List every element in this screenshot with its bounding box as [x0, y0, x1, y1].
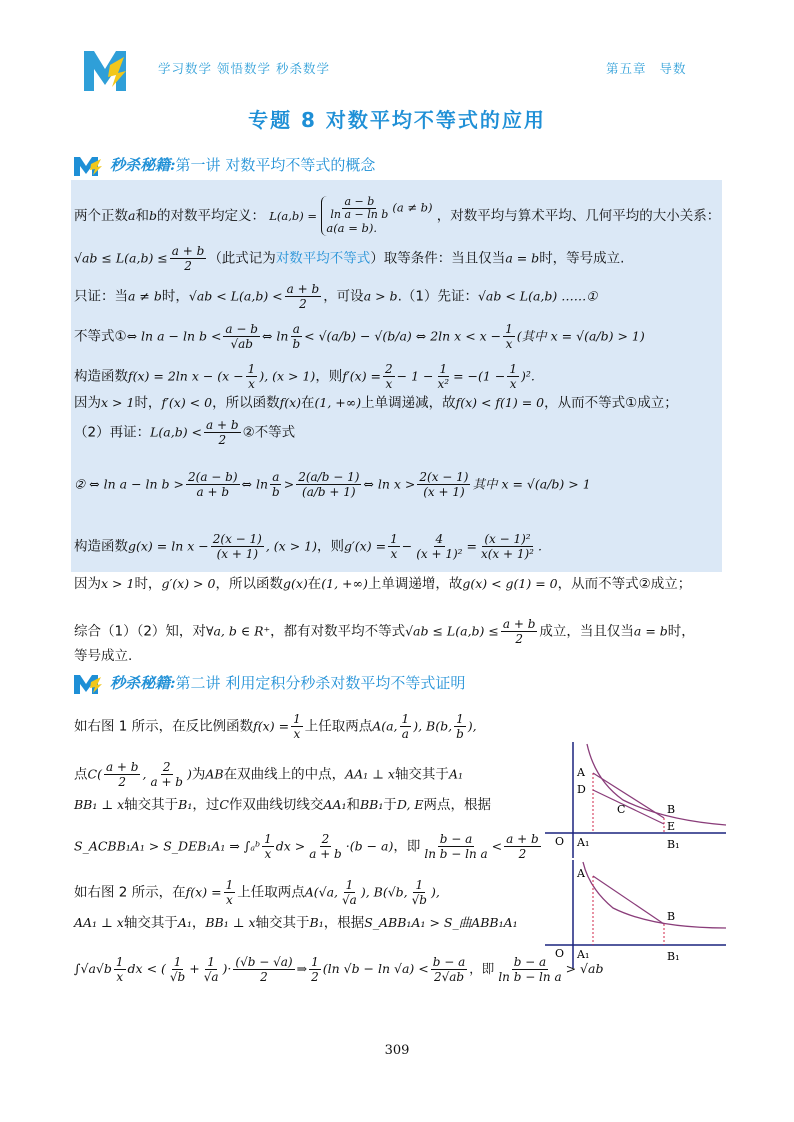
label-a1: A₁: [577, 948, 590, 961]
label-d: D: [577, 783, 586, 796]
section-title: 第一讲 对数平均不等式的概念: [175, 156, 376, 174]
label-b: B: [667, 803, 676, 816]
logo: [80, 47, 130, 93]
label-b: B: [667, 910, 676, 923]
page-title: 专题 8 对数平均不等式的应用: [248, 108, 546, 132]
part2-line-6: AA₁ ⊥ x轴交其于A₁，BB₁ ⊥ x轴交其于B₁，根据S_ABB₁A₁ > S_曲ABB₁A₁: [74, 915, 518, 931]
header-chapter: 第五章 导数: [606, 61, 687, 76]
section-heading-1: [72, 154, 375, 178]
part2-line-7: ∫√a√b $\frac{1}{x}$ dx < ( $\frac{1}{√b}$ + $\frac{1}{√a}$ )· $\frac{(√b - √a)}{2}$ ⇒ $\frac{1}{2}$ (ln √b − ln √a) < $\frac{b - a}{2√ab}$ ，即 $\frac{b - a}{\text{ln b − ln a}}$ > √ab: [74, 955, 604, 984]
figure-1: [543, 740, 728, 860]
part2-line-3: BB₁ ⊥ x轴交其于B₁，过C作双曲线切线交AA₁和BB₁于D, E两点，根据: [74, 797, 492, 813]
label-c: C: [617, 803, 626, 816]
mini-logo-icon: [72, 155, 104, 177]
part2-line-4: S_ACBB₁A₁ > S_DEB₁A₁ ⇒ ∫ₐᵇ $\frac{1}{x}$ dx > $\frac{2}{a + b}$ ·(b − a)，即 $\frac{b - a}{\text{ln b − ln a}}$ < $\frac{a + b}{2}$: [74, 832, 539, 861]
page-number: 309: [384, 1043, 410, 1058]
figure-2: [543, 858, 728, 970]
header-slogan: 学习数学 领悟数学 秒杀数学: [158, 61, 330, 76]
label-a: A: [577, 867, 585, 880]
label-b1: B₁: [667, 838, 680, 851]
mini-logo-icon: [72, 673, 104, 695]
proof-line-7: 构造函数g(x) = ln x − $\frac{2(x - 1)}{(x + 1)}$ , (x > 1)，则g′(x) = $\frac{1}{x}$ − $\frac{4}{\text{(x + 1)²}}$ = $\frac{\text{(x − 1)²}}{\text{x(x + 1)²}}$ .: [74, 532, 542, 561]
proof-line-6: ② ⇔ ln a − ln b > $\frac{2(a - b)}{a + b}$ ⇔ ln $\frac{a}{b}$ > $\frac{2(a/b - 1)}{(a/b + 1)}$ ⇔ ln x > $\frac{2(x - 1)}{(x + 1)}$ 其中 x = √(a/b) > 1: [74, 470, 591, 499]
part2-line-1: 如右图 1 所示，在反比例函数f(x) = $\frac{1}{x}$ 上任取两点A(a, $\frac{1}{a}$ ), B(b, $\frac{1}{b}$ ),: [74, 712, 477, 741]
miao-label: 秒杀秘籍:: [110, 156, 176, 174]
conclusion-line-2: 综合（1）（2）知，对∀a, b ∈ R⁺，都有对数平均不等式√ab ≤ L(a,b) ≤ $\frac{a + b}{2}$ 成立，当且仅当a = b时，: [74, 617, 695, 646]
miao-label: 秒杀秘籍:: [110, 674, 176, 692]
proof-line-1: 只证：当a ≠ b时，√ab < L(a,b) < $\frac{a + b}{2}$ ，可设a > b.（1）先证：√ab < L(a,b) ……①: [74, 282, 598, 311]
section-title: 第二讲 利用定积分秒杀对数平均不等式证明: [175, 674, 466, 692]
definition-line: 两个正数a和b的对数平均定义： L(a,b) = $\frac{a - b}{\text{ln a − ln b}}$ (a ≠ b) a(a = b). ，对数平均与算术平均、几何平均的大小关系：: [74, 195, 721, 235]
label-a1: A₁: [577, 836, 590, 849]
relation-line: √ab ≤ L(a,b) ≤ $\frac{a + b}{2}$ （此式记为对数平均不等式）取等条件：当且仅当a = b时，等号成立.: [74, 244, 625, 273]
proof-line-5: （2）再证：L(a,b) < $\frac{a + b}{2}$ ②不等式: [74, 418, 296, 447]
conclusion-line-1: 因为x > 1时，g′(x) > 0，所以函数g(x)在(1, +∞)上单调递增，故g(x) < g(1) = 0，从而不等式②成立；: [74, 576, 692, 592]
proof-line-3: 构造函数f(x) = 2ln x − (x − $\frac{1}{x}$ ), (x > 1)，则f′(x) = $\frac{2}{x}$ − 1 − $\frac{1}{\text{x²}}$ = −(1 − $\frac{1}{x}$ )².: [74, 362, 535, 391]
proof-line-2: 不等式①⇔ ln a − ln b < $\frac{a - b}{√ab}$ ⇔ ln $\frac{a}{b}$ < √(a/b) − √(b/a) ⇔ 2ln x < x − $\frac{1}{x}$ (其中 x = √(a/b) > 1): [74, 322, 645, 351]
proof-line-4: 因为x > 1时，f′(x) < 0，所以函数f(x)在(1, +∞)上单调递减，故f(x) < f(1) = 0，从而不等式①成立；: [74, 395, 678, 411]
label-o: O: [555, 947, 565, 960]
label-o: O: [555, 835, 565, 848]
part2-line-5: 如右图 2 所示，在f(x) = $\frac{1}{x}$ 上任取两点A(√a, $\frac{1}{√a}$ ), B(√b, $\frac{1}{√b}$ ),: [74, 878, 440, 907]
section-heading-2: [72, 672, 465, 696]
part2-line-2: 点C( $\frac{a + b}{2}$ , $\frac{2}{a + b}$ )为AB在双曲线上的中点，AA₁ ⊥ x轴交其于A₁: [74, 760, 463, 789]
conclusion-line-3: 等号成立.: [74, 648, 133, 664]
piecewise-brace: $\frac{a - b}{\text{ln a − ln b}}$ (a ≠ b) a(a = b).: [321, 196, 432, 236]
label-b1: B₁: [667, 950, 680, 963]
label-e: E: [667, 820, 676, 833]
label-a: A: [577, 766, 585, 779]
